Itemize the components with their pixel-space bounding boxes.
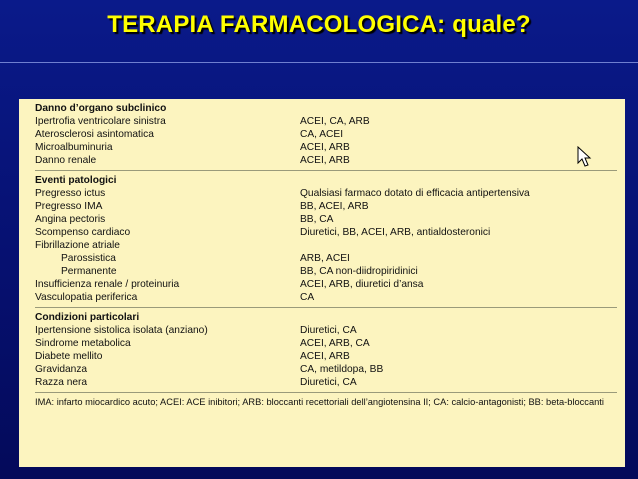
section-heading: Condizioni particolari xyxy=(35,312,140,323)
condition-cell: Ipertrofia ventricolare sinistra xyxy=(35,116,166,127)
table-section xyxy=(35,311,617,393)
table-row xyxy=(35,265,617,278)
table-row xyxy=(35,154,617,167)
condition-cell: Sindrome metabolica xyxy=(35,338,131,349)
table-row xyxy=(35,187,617,200)
condition-cell: Gravidanza xyxy=(35,364,88,375)
section-heading: Danno d’organo subclinico xyxy=(35,103,167,114)
table-section xyxy=(35,102,617,171)
table-row xyxy=(35,337,617,350)
table-row xyxy=(35,350,617,363)
table-row xyxy=(35,115,617,128)
table-row xyxy=(35,128,617,141)
mouse-pointer-icon xyxy=(577,146,595,168)
condition-cell: Parossistica xyxy=(61,253,116,264)
condition-cell: Vasculopatia periferica xyxy=(35,292,138,303)
condition-cell: Pregresso ictus xyxy=(35,188,106,199)
table-row xyxy=(35,324,617,337)
drugs-cell: Diuretici, CA xyxy=(300,325,357,336)
table-row xyxy=(35,200,617,213)
table-row xyxy=(35,239,617,252)
condition-cell: Scompenso cardiaco xyxy=(35,227,131,238)
section-heading: Eventi patologici xyxy=(35,175,117,186)
condition-cell: Microalbuminuria xyxy=(35,142,113,153)
drugs-cell: CA xyxy=(300,292,315,303)
table-row xyxy=(35,226,617,239)
drugs-cell: ACEI, CA, ARB xyxy=(300,116,370,127)
condition-cell: Razza nera xyxy=(35,377,88,388)
drugs-cell: CA, ACEI xyxy=(300,129,344,140)
table-footnote: IMA: infarto miocardico acuto; ACEI: ACE inibitori; ARB: bloccanti recettoriali dell’angiotensina II; CA: calcio-antagonisti; BB: beta-bloccanti xyxy=(35,397,604,407)
drugs-cell: ACEI, ARB, diuretici d’ansa xyxy=(300,279,424,290)
table-section xyxy=(35,174,617,308)
drugs-cell: BB, ACEI, ARB xyxy=(300,201,369,212)
condition-cell: Danno renale xyxy=(35,155,97,166)
condition-cell: Fibrillazione atriale xyxy=(35,240,120,251)
drugs-cell: ACEI, ARB, CA xyxy=(300,338,370,349)
table-row xyxy=(35,141,617,154)
table-row xyxy=(35,376,617,389)
table-row xyxy=(35,363,617,376)
table-row xyxy=(35,252,617,265)
drugs-cell: Diuretici, BB, ACEI, ARB, antialdosteronici xyxy=(300,227,491,238)
condition-cell: Diabete mellito xyxy=(35,351,103,362)
drugs-cell: Qualsiasi farmaco dotato di efficacia antipertensiva xyxy=(300,188,530,199)
drugs-cell: ACEI, ARB xyxy=(300,155,350,166)
condition-cell: Aterosclerosi asintomatica xyxy=(35,129,154,140)
drugs-cell: Diuretici, CA xyxy=(300,377,357,388)
slide-title: TERAPIA FARMACOLOGICA: quale? xyxy=(107,11,531,38)
table-row xyxy=(35,291,617,304)
table-row xyxy=(35,213,617,226)
drugs-cell: ACEI, ARB xyxy=(300,142,350,153)
therapy-table xyxy=(19,99,625,467)
condition-cell: Pregresso IMA xyxy=(35,201,103,212)
table-sections xyxy=(35,102,625,393)
drugs-cell: BB, CA xyxy=(300,214,334,225)
table-row xyxy=(35,278,617,291)
condition-cell: Permanente xyxy=(61,266,117,277)
condition-cell: Ipertensione sistolica isolata (anziano) xyxy=(35,325,208,336)
condition-cell: Angina pectoris xyxy=(35,214,106,225)
drugs-cell: ACEI, ARB xyxy=(300,351,350,362)
drugs-cell: CA, metildopa, BB xyxy=(300,364,384,375)
drugs-cell: ARB, ACEI xyxy=(300,253,350,264)
title-divider xyxy=(0,62,638,63)
condition-cell: Insufficienza renale / proteinuria xyxy=(35,279,180,290)
drugs-cell: BB, CA non-diidropiridinici xyxy=(300,266,418,277)
